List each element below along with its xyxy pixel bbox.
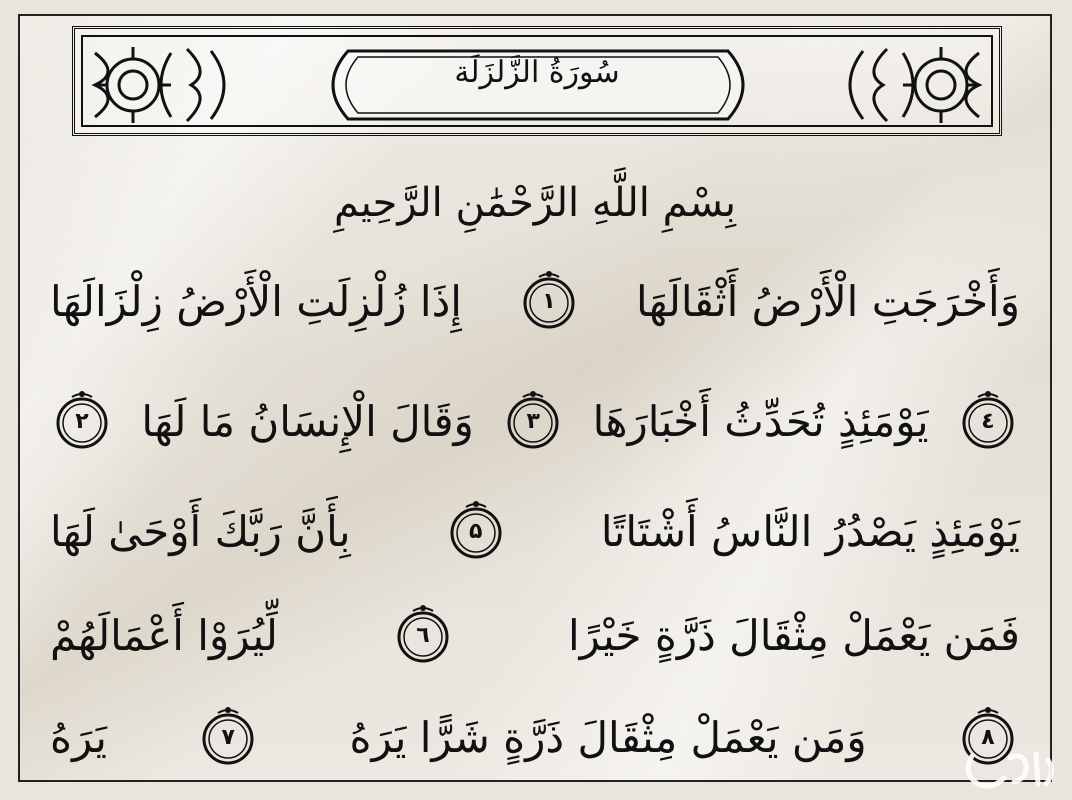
ayah-number: ٦	[416, 622, 430, 648]
verse-text: يَوْمَئِذٍ تُحَدِّثُ أَخْبَارَهَا	[592, 396, 929, 446]
verse-text: وَمَن يَعْمَلْ مِثْقَالَ ذَرَّةٍ شَرًّا يَرَهُ	[349, 712, 867, 762]
verse-text: بِأَنَّ رَبَّكَ أَوْحَىٰ لَهَا	[50, 506, 351, 556]
header-inner-border	[81, 35, 993, 127]
ayah-number-marker	[517, 269, 581, 333]
ayah-number: ۷	[221, 724, 235, 750]
verse-line	[50, 496, 1020, 566]
verse-text: فَمَن يَعْمَلْ مِثْقَالَ ذَرَّةٍ خَيْرًا	[568, 610, 1020, 660]
verse-line	[50, 266, 1020, 336]
verse-line	[50, 702, 1020, 772]
ayah-number: ۸	[981, 724, 995, 750]
verse-text: لِّيُرَوْا أَعْمَالَهُمْ	[50, 610, 278, 660]
ayah-number-marker	[444, 499, 508, 563]
ayah-number: ۱	[542, 288, 556, 314]
ayah-number: ۳	[526, 408, 540, 434]
verse-text: يَوْمَئِذٍ يَصْدُرُ النَّاسُ أَشْتَاتًا	[600, 506, 1020, 556]
verse-text: إِذَا زُلْزِلَتِ الْأَرْضُ زِلْزَالَهَا	[50, 276, 462, 326]
ayah-number-marker	[956, 389, 1020, 453]
verse-text: يَرَهُ	[50, 712, 107, 762]
ayah-number: ٤	[981, 408, 995, 434]
verse-line	[50, 600, 1020, 670]
ayah-number: ۵	[469, 518, 483, 544]
ayah-number-marker	[50, 389, 114, 453]
verse-line	[50, 386, 1020, 456]
basmala: بِسْمِ اللَّهِ الرَّحْمَٰنِ الرَّحِيمِ	[333, 180, 737, 226]
ayah-number: ۲	[75, 408, 89, 434]
mushaf-page	[18, 14, 1052, 782]
verse-text: وَأَخْرَجَتِ الْأَرْضُ أَثْقَالَهَا	[635, 276, 1020, 326]
verse-text: وَقَالَ الْإِنسَانُ مَا لَهَا	[141, 396, 474, 446]
ayah-number-marker	[391, 603, 455, 667]
ayah-number-marker	[501, 389, 565, 453]
watermark-logo-icon	[952, 744, 1062, 794]
surah-title: سُورَةُ الزَّلزَلَة	[454, 55, 620, 90]
surah-header-frame	[72, 26, 1002, 136]
ayah-number-marker	[196, 705, 260, 769]
